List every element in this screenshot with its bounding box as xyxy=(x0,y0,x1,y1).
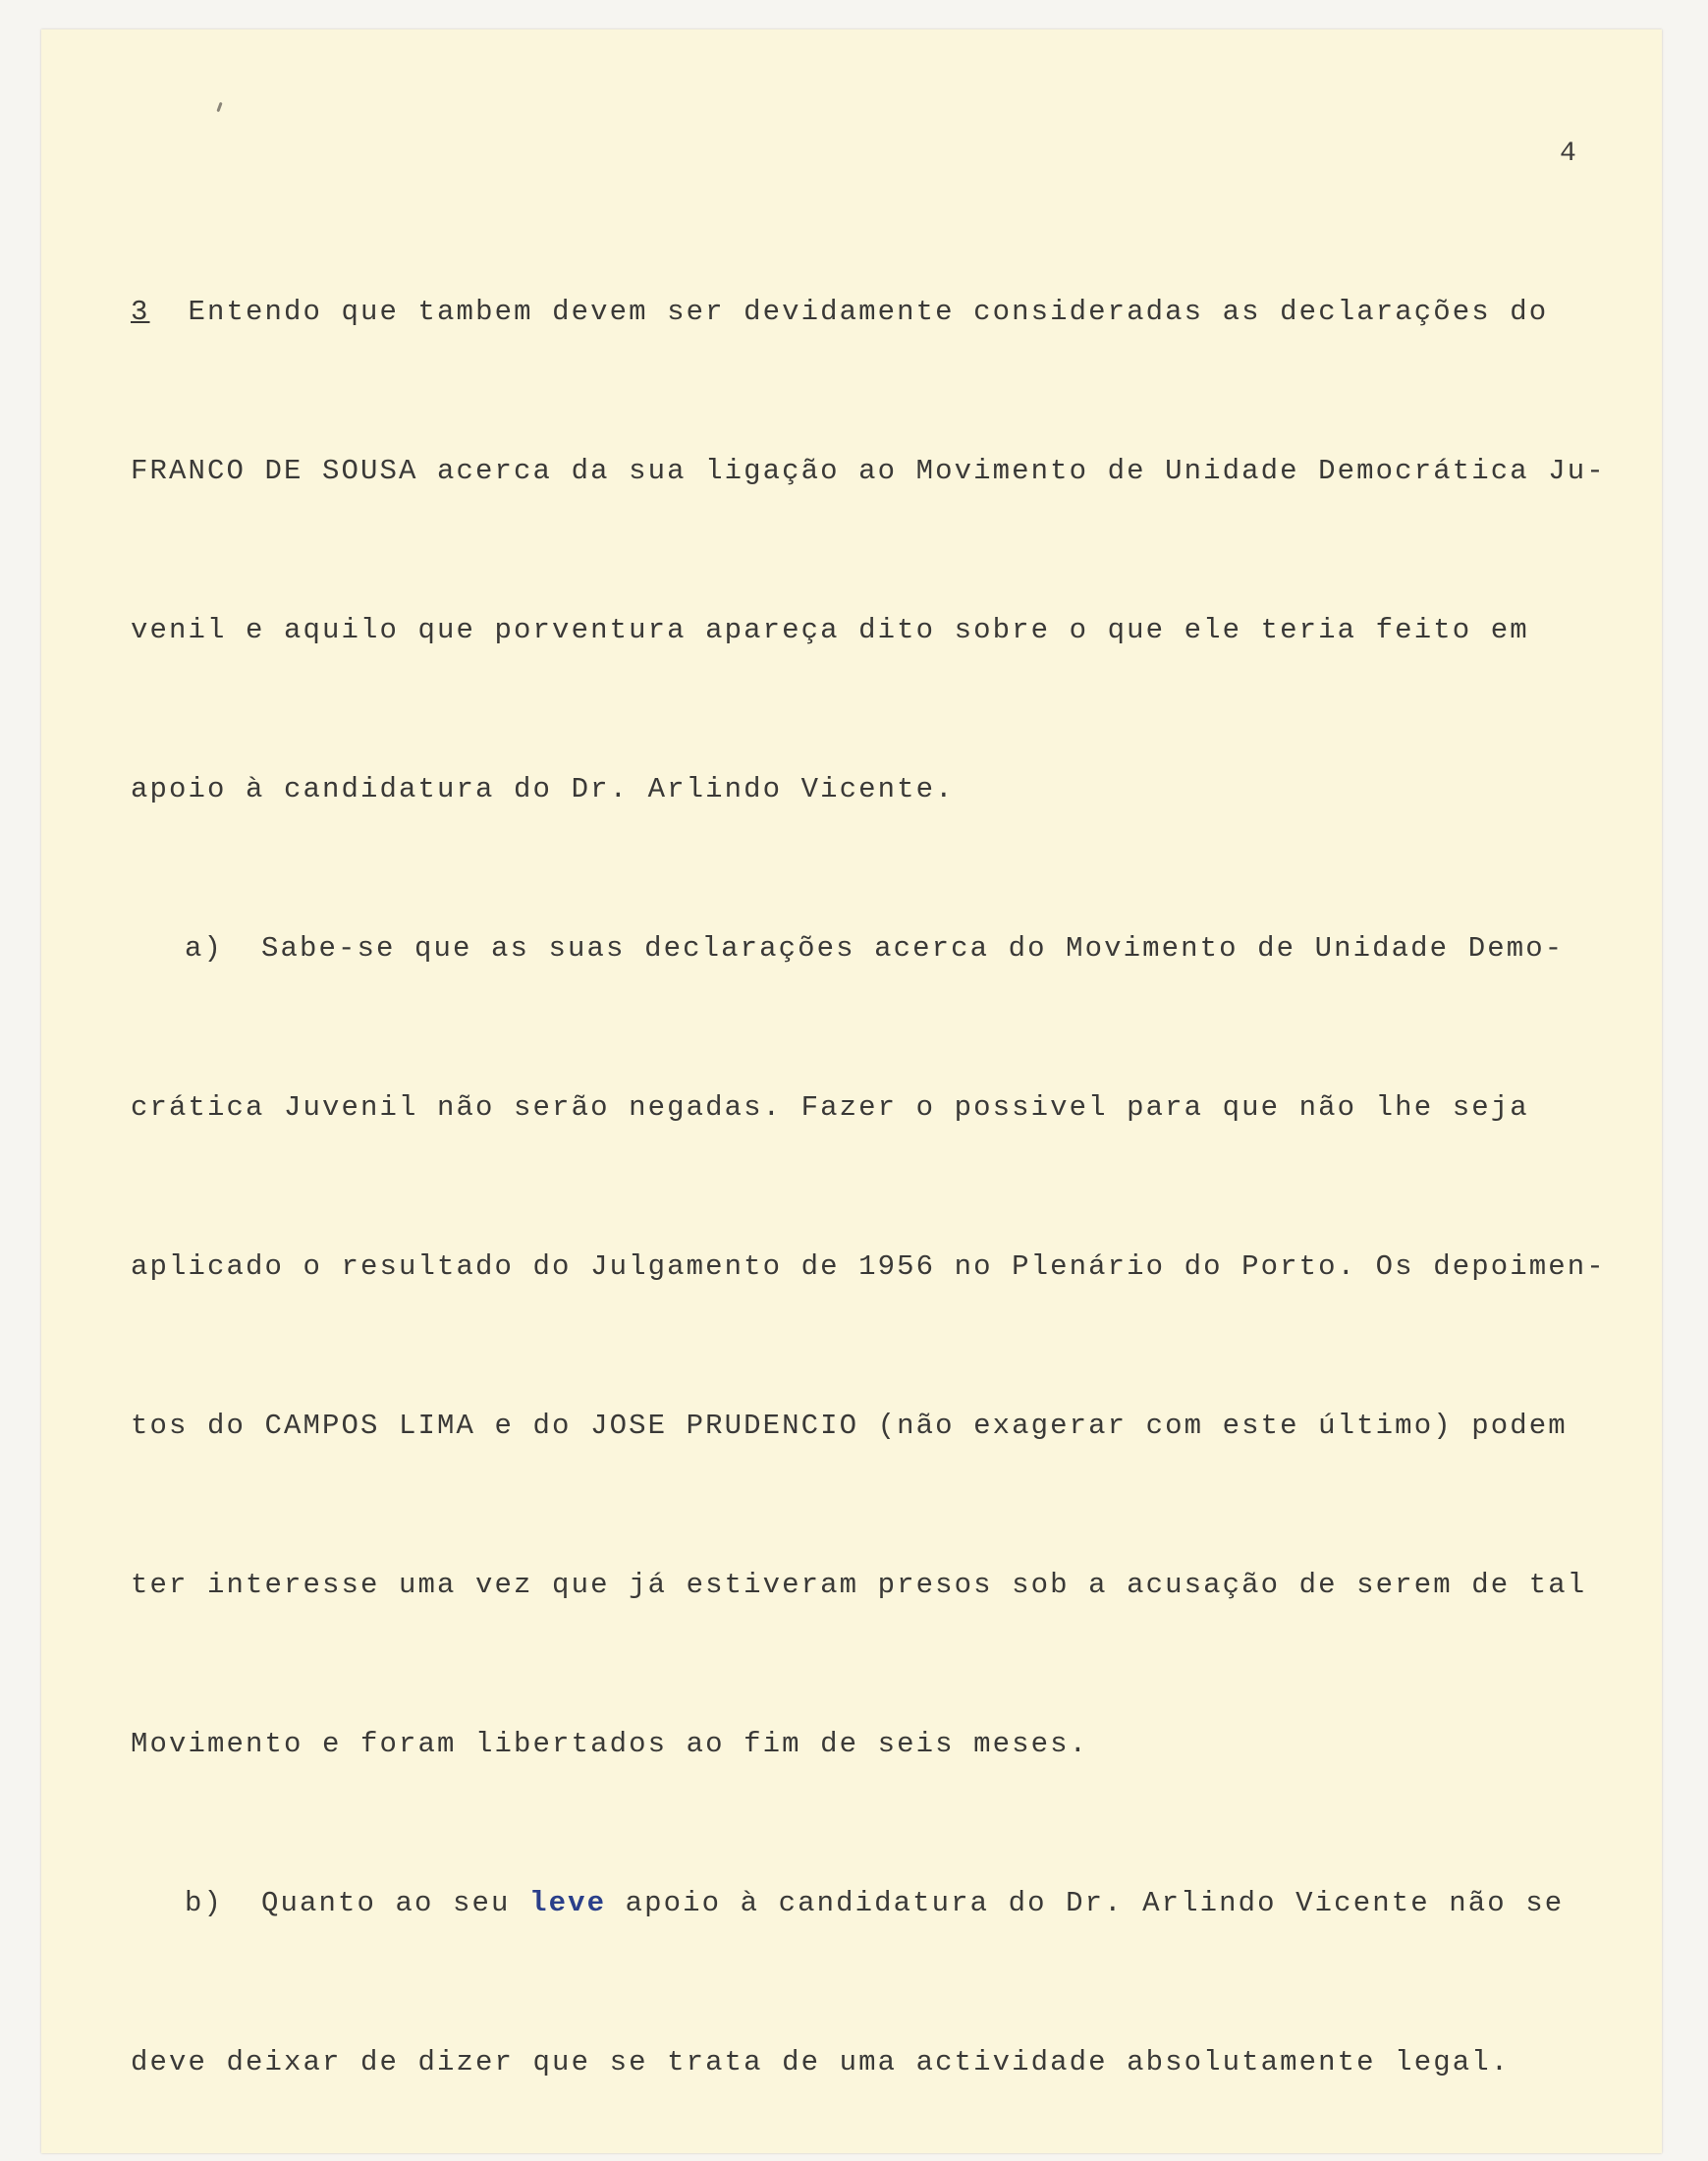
line-text: Entendo que tambem devem ser devidamente consideradas as declarações do xyxy=(149,296,1549,328)
item-b-line-1 xyxy=(131,1877,1633,1930)
line-text: b) Quanto ao seu xyxy=(185,1887,530,1919)
document-body xyxy=(131,180,1633,2142)
paragraph-3-line-2: FRANCO DE SOUSA acerca da sua ligação ao Movimento de Unidade Democrática Ju- xyxy=(131,455,1606,487)
paragraph-number: 3 xyxy=(131,296,150,328)
paragraph-3-line-3: venil e aquilo que porventura apareça dito sobre o que ele teria feito em xyxy=(131,614,1529,646)
item-a-line-6: Movimento e foram libertados ao fim de seis meses. xyxy=(131,1728,1089,1760)
item-a-line-3: aplicado o resultado do Julgamento de 1956 no Plenário do Porto. Os depoimen- xyxy=(131,1250,1606,1283)
item-a-line-5: ter interesse uma vez que já estiveram presos sob a acusação de serem de tal xyxy=(131,1569,1587,1601)
item-a-line-4: tos do CAMPOS LIMA e do JOSE PRUDENCIO (não exagerar com este último) podem xyxy=(131,1410,1568,1442)
item-b-line-2: deve deixar de dizer que se trata de uma actividade absolutamente legal. xyxy=(131,2046,1511,2078)
paragraph-3-line-1 xyxy=(131,286,1633,339)
line-text: apoio à candidatura do Dr. Arlindo Vicente não se xyxy=(606,1887,1565,1919)
item-a-line-2: crática Juvenil não serão negadas. Fazer o possivel para que não lhe seja xyxy=(131,1091,1529,1124)
paragraph-3-line-4: apoio à candidatura do Dr. Arlindo Vicente. xyxy=(131,773,955,805)
item-a-line-1: a) Sabe-se que as suas declarações acerca do Movimento de Unidade Demo- xyxy=(185,932,1565,965)
handwritten-correction: leve xyxy=(529,1887,607,1919)
page-number: 4 xyxy=(1560,139,1576,169)
